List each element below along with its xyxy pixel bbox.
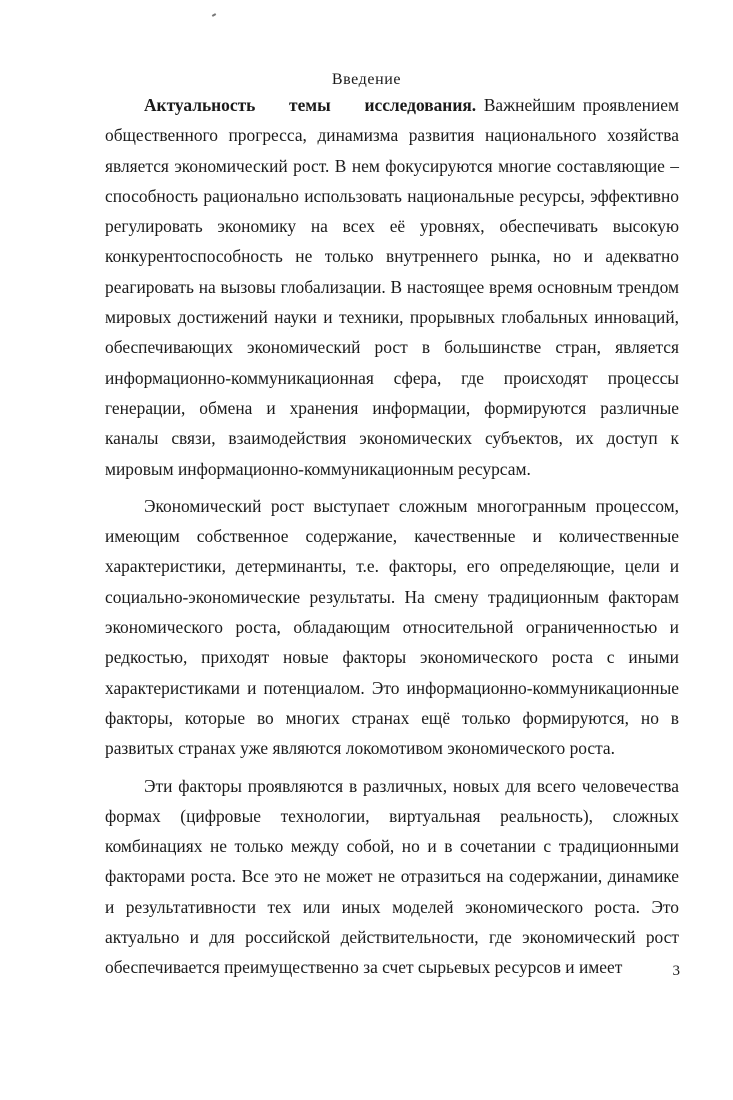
section-heading: Введение — [331, 71, 402, 88]
scan-artifact-mark — [212, 13, 216, 17]
paragraph-text: Важнейшим проявлением общественного прогресса, динамизма развития национального хозяйства является экономический рост. В нем фокусируются многие составляющие – способность рационально использовать национальные ресурсы, эффективно регулировать экономику на всех её уровнях, обеспечивать высокую конкурентоспособность не только внутреннего рынка, но и адекватно реагировать на вызовы глобализации. В настоящее время основным трендом мировых достижений науки и техники, прорывных глобальных инноваций, обеспечивающих экономический рост в большинстве стран, является информационно-коммуникационная сфера, где происходят процессы генерации, обмена и хранения информации, формируются различные каналы связи, взаимодействия экономических субъектов, их доступ к мировым информационно-коммуникационным ресурсам. — [105, 95, 679, 479]
page-number: 3 — [672, 963, 680, 979]
paragraph-lead-bold: Актуальность темы исследования. — [144, 95, 477, 115]
paragraph-relevance — [105, 90, 679, 484]
paragraph-economic-growth: Экономический рост выступает сложным многогранным процессом, имеющим собственное содержание, качественные и количественные характеристики, детерминанты, т.е. факторы, его определяющие, цели и социально-экономические результаты. На смену традиционным факторам экономического роста, обладающим относительной ограниченностью и редкостью, приходят новые факторы экономического роста с иными характеристиками и потенциалом. Это информационно-коммуникационные факторы, которые во многих странах ещё только формируются, но в развитых странах уже являются локомотивом экономического роста. — [105, 495, 679, 759]
document-body — [105, 90, 679, 990]
paragraph-factors: Эти факторы проявляются в различных, новых для всего человечества формах (цифровые технологии, виртуальная реальность), сложных комбинациях не только между собой, но и в сочетании с традиционными факторами роста. Все это не может не отразиться на содержании, динамике и результативности тех или иных моделей экономического роста. Это актуально и для российской действительности, где экономический рост обеспечивается преимущественно за счет сырьевых ресурсов и имеет — [105, 775, 679, 978]
